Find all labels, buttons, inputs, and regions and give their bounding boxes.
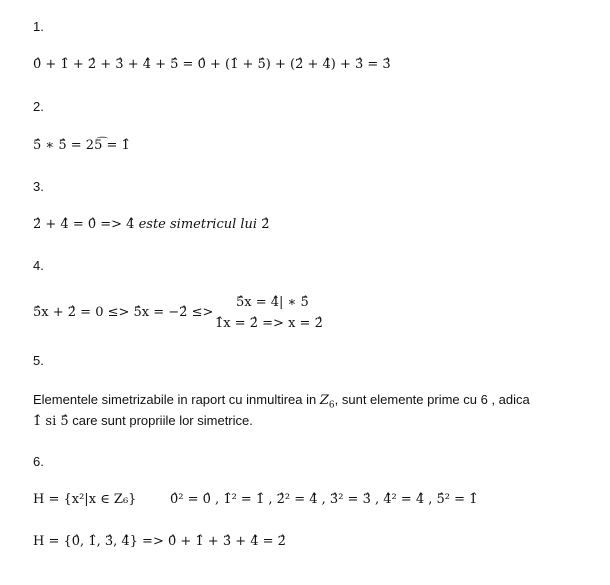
z6-subscript: 6 <box>328 400 335 411</box>
equation-4-system-top: 5̂x = 4̂| ∗ 5̂ <box>236 295 309 310</box>
section-5-text-b: , sunt elemente prime cu 6 , adica <box>334 392 530 407</box>
section-number-1: 1. <box>33 19 44 34</box>
equation-2: 5̂ ∗ 5̂ = 25͡ = 1̂ <box>33 138 130 153</box>
section-number-3: 3. <box>33 179 44 194</box>
set-value <box>33 534 286 550</box>
section-number-5: 5. <box>33 353 44 368</box>
equation-3-phrase: este simetricul lui <box>138 217 258 232</box>
section-5-line-1 <box>33 392 530 414</box>
set-value-math: H = {0̂, 1̂, 3̂, 4̂} <box>33 534 138 549</box>
section-5-text-a: Elementele simetrizabile in raport cu inmultirea in <box>33 392 320 407</box>
section-number-6: 6. <box>33 454 44 469</box>
section-number-4: 4. <box>33 258 44 273</box>
equation-3-math: 2̂ + 4̂ = 0̂ => 4̂ <box>33 217 139 232</box>
section-5-line-2 <box>33 413 253 430</box>
section-5-line-2-text: care sunt propriile lor simetrice. <box>68 413 253 428</box>
z6-symbol: Z <box>319 393 329 408</box>
equation-1: 0̂ + 1̂ + 2̂ + 3̂ + 4̂ + 5̂ = 0̂ + (1̂ + 5̂) + (2̂ + 4̂) + 3̂ = 3̂ <box>33 57 391 72</box>
equation-4-left: 5̂x + 2̂ = 0 ≤> 5̂x = −2̂ ≤> <box>33 305 214 320</box>
set-definition: H = {x²|x ∈ Z₆} <box>33 492 137 507</box>
squares-list: 0̂² = 0̂ , 1̂² = 1̂ , 2̂² = 4̂ , 3̂² = 3̂ , 4̂² = 4̂ , 5̂² = 1̂ <box>170 492 478 507</box>
section-5-math: 1̂ si 5̂ <box>33 414 69 429</box>
equation-3-tail: 2̂ <box>257 217 270 232</box>
set-sum: => 0̂ + 1̂ + 3̂ + 4̂ = 2̂ <box>137 534 286 549</box>
equation-4-system-bottom: 1̂x = 2̂ => x = 2̂ <box>215 316 323 331</box>
section-number-2: 2. <box>33 99 44 114</box>
equation-3 <box>33 217 270 233</box>
